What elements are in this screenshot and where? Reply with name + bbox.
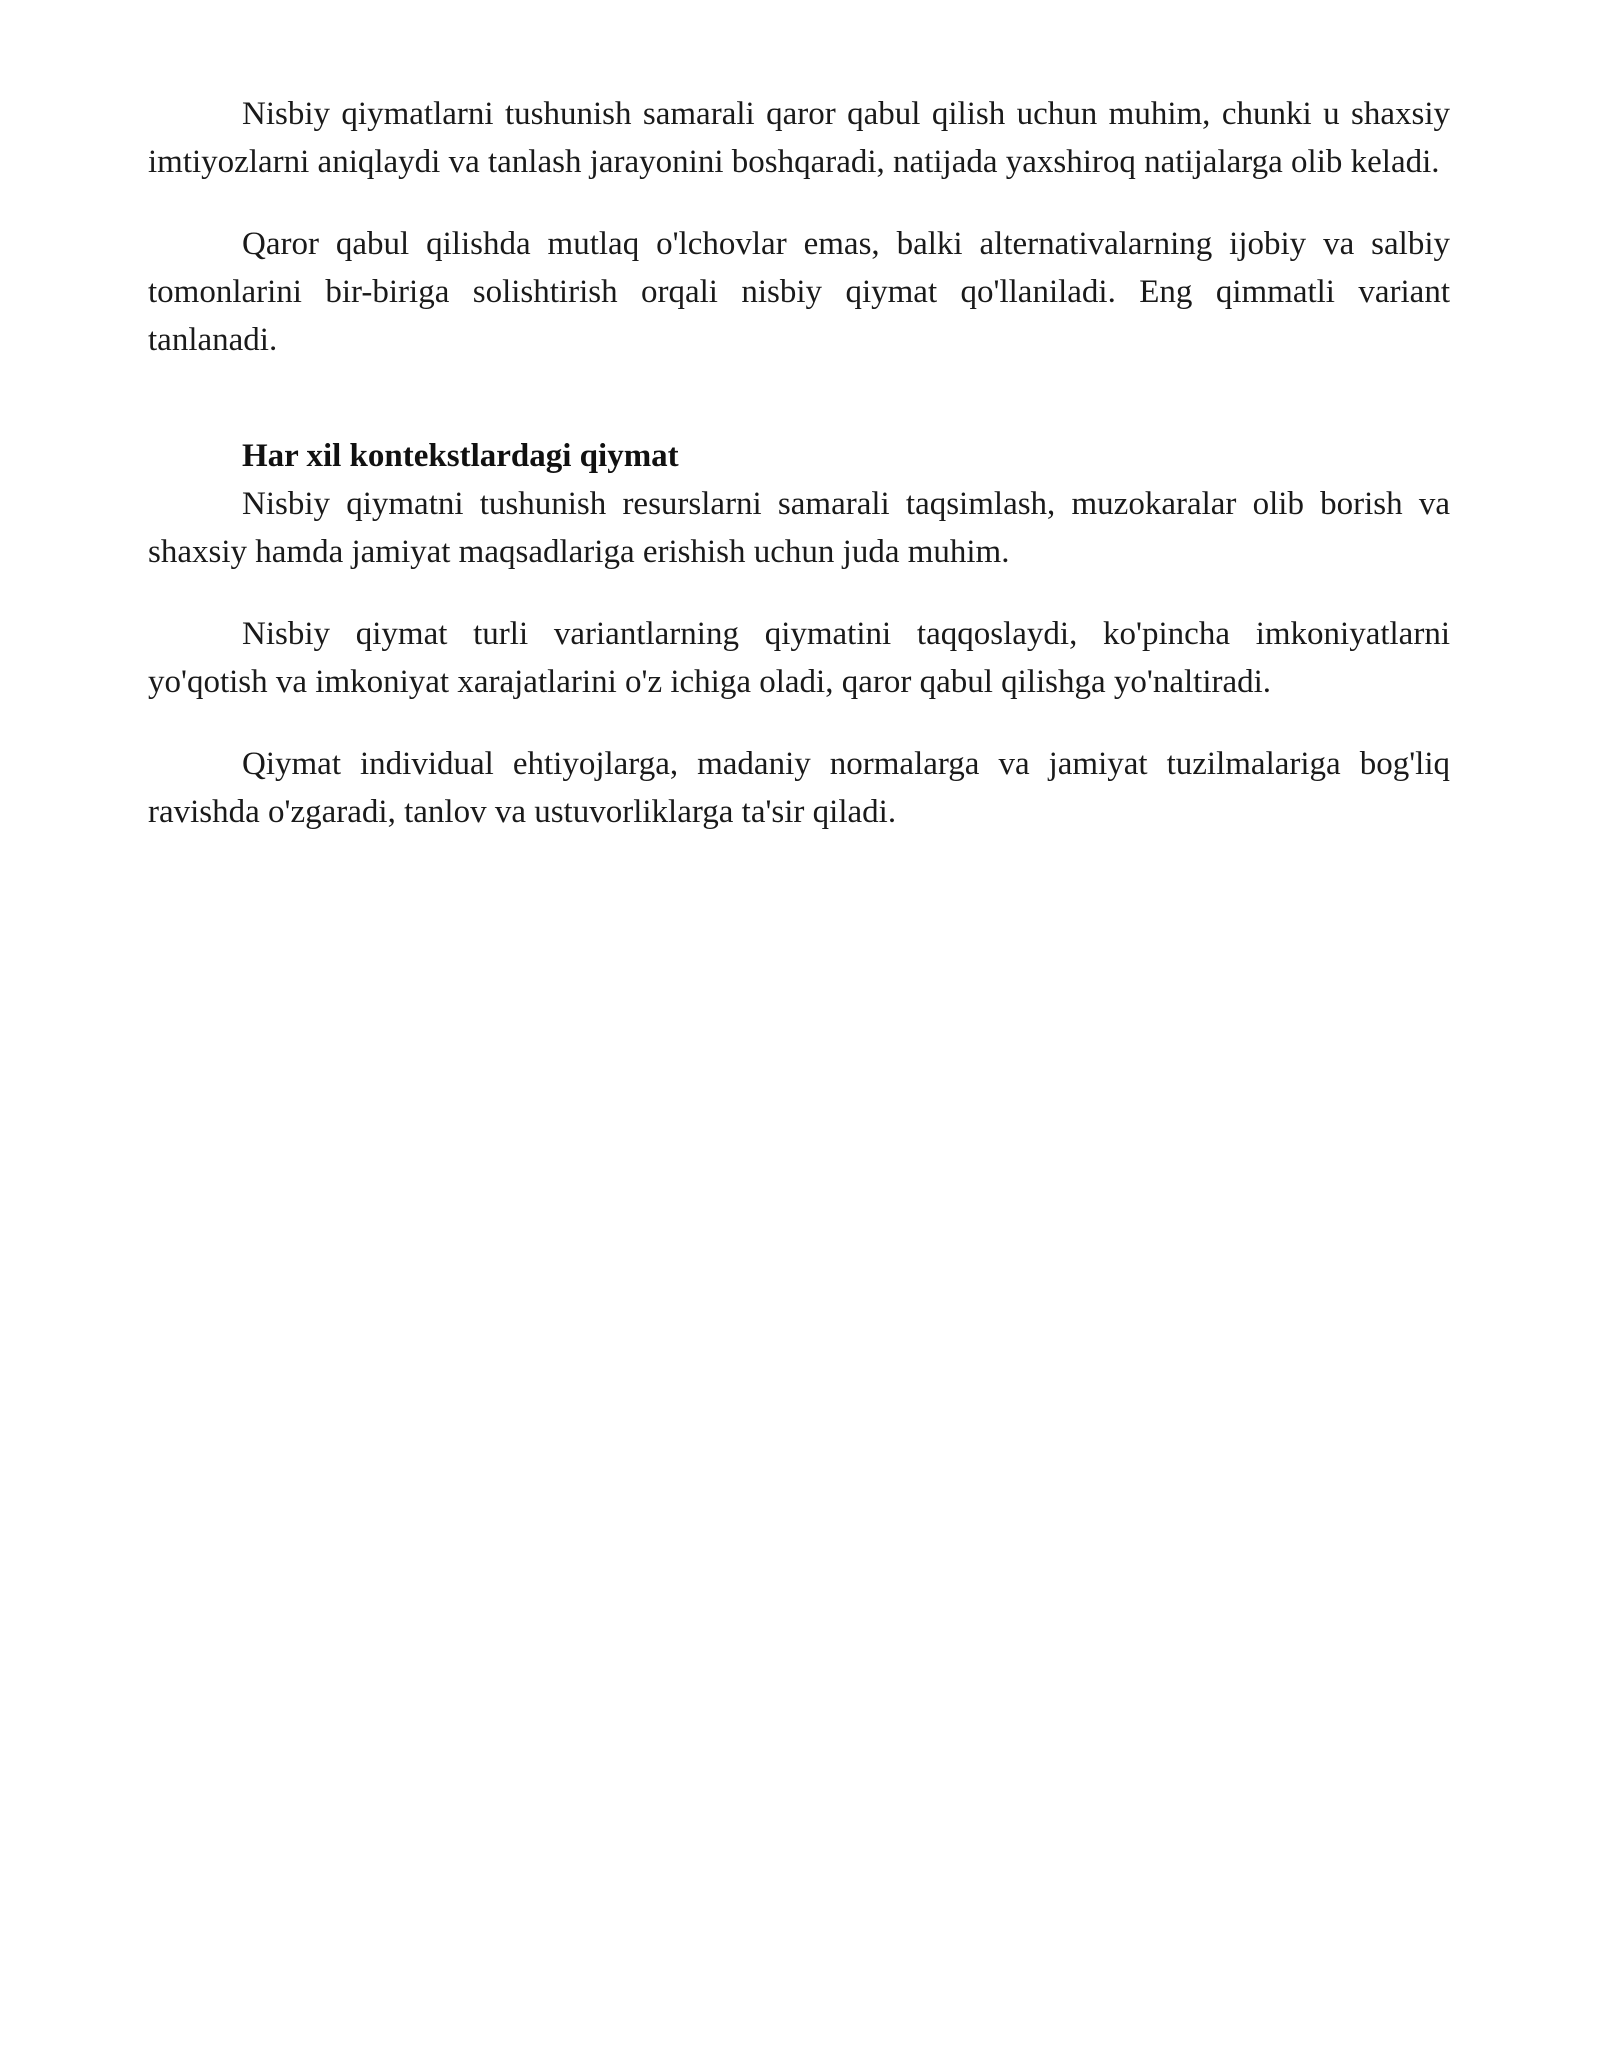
paragraph-2: Qaror qabul qilishda mutlaq o'lchovlar emas, balki alternativalarning ijobiy va salbiy tomonlarini bir-biriga solishtirish orqali nisbiy qiymat qo'llaniladi. Eng qimmatli variant tanlanadi. [148, 226, 1450, 358]
section-heading: Har xil kontekstlardagi qiymat [242, 438, 679, 474]
paragraph-4: Nisbiy qiymat turli variantlarning qiymatini taqqoslaydi, ko'pincha imkoniyatlarni yo'qotish va imkoniyat xarajatlarini o'z ichiga oladi, qaror qabul qilishga yo'naltiradi. [148, 616, 1450, 700]
paragraph-1: Nisbiy qiymatlarni tushunish samarali qaror qabul qilish uchun muhim, chunki u shaxsiy imtiyozlarni aniqlaydi va tanlash jarayonini boshqaradi, natijada yaxshiroq natijalarga olib keladi. [148, 96, 1450, 180]
paragraph-3: Nisbiy qiymatni tushunish resurslarni samarali taqsimlash, muzokaralar olib borish va shaxsiy hamda jamiyat maqsadlariga erishish uchun juda muhim. [148, 486, 1450, 570]
document-page [148, 90, 1450, 870]
spacer [148, 398, 1450, 432]
paragraph-5: Qiymat individual ehtiyojlarga, madaniy normalarga va jamiyat tuzilmalariga bog'liq ravishda o'zgaradi, tanlov va ustuvorliklarga ta'sir qiladi. [148, 746, 1450, 830]
